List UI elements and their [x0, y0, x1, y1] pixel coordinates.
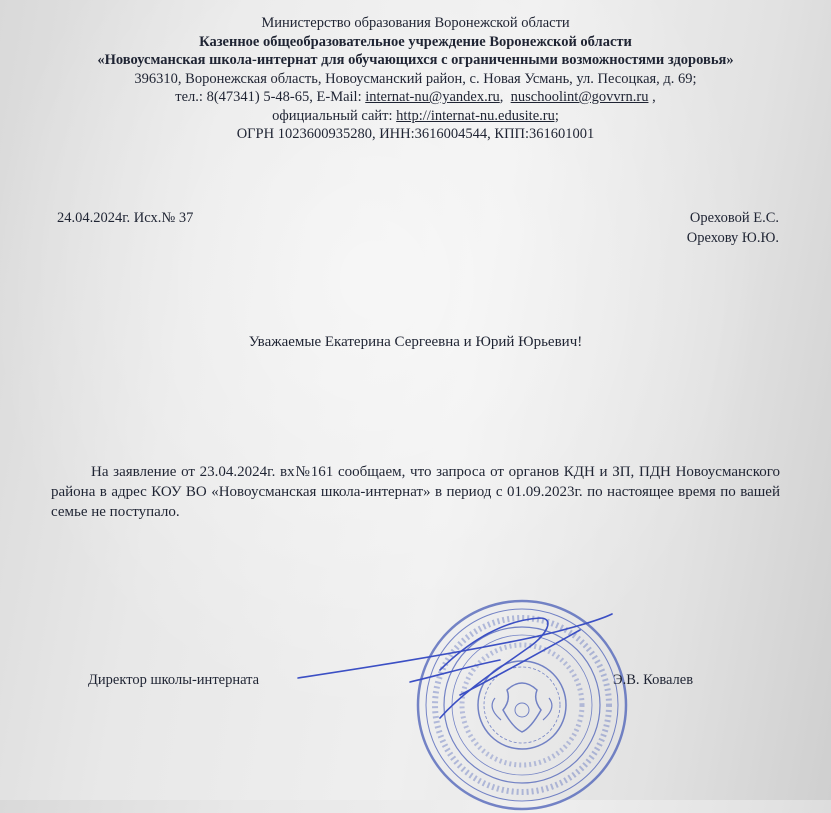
- email-link-2[interactable]: nuschoolint@govvrn.ru: [510, 89, 649, 105]
- institution-line: Казенное общеобразовательное учреждение Воронежской области: [199, 33, 632, 50]
- site-label: официальный сайт:: [272, 107, 393, 124]
- phone-text: тел.: 8(47341) 5-48-65, E-Mail:: [175, 89, 362, 105]
- addressee-block: [687, 208, 779, 248]
- address-line: 396310, Воронежская область, Новоусманский район, с. Новая Усмань, ул. Песоцкая, д. 69;: [134, 70, 697, 87]
- addressee-2: Орехову Ю.Ю.: [686, 230, 779, 246]
- contact-line: тел.: 8(47341) 5-48-65, E-Mail: internat-nu@yandex.ru, nuschoolint@govvrn.ru ,: [175, 89, 656, 105]
- signatory-name: Э.В. Ковалев: [613, 672, 694, 688]
- email-link-1[interactable]: internat-nu@yandex.ru: [365, 89, 500, 105]
- ministry-line: Министерство образования Воронежской области: [261, 15, 570, 31]
- addressee-1: Ореховой Е.С.: [689, 210, 779, 226]
- signature-icon: [290, 600, 620, 730]
- site-link[interactable]: http://internat-nu.edusite.ru;: [396, 107, 559, 124]
- letter-body: На заявление от 23.04.2024г. вх№161 сообщаем, что запроса от органов КДН и ЗП, ПДН Новоусманского района в адрес КОУ ВО «Новоусманская школа-интернат» в период с 01.09.2023г. по настоящее время по вашей семье не поступало.: [51, 464, 780, 520]
- date-reference: 24.04.2024г. Исх.№ 37: [57, 210, 194, 226]
- school-name-line: «Новоусманская школа-интернат для обучающихся с ограниченными возможностями здоровья»: [97, 52, 734, 68]
- site-line: [0, 107, 831, 126]
- registry-line: ОГРН 1023600935280, ИНН:3616004544, КПП:361601001: [236, 126, 595, 142]
- letterhead: [0, 14, 831, 144]
- greeting: Уважаемые Екатерина Сергеевна и Юрий Юрьевич!: [248, 334, 583, 350]
- signatory-role: Директор школы-интерната: [88, 672, 260, 688]
